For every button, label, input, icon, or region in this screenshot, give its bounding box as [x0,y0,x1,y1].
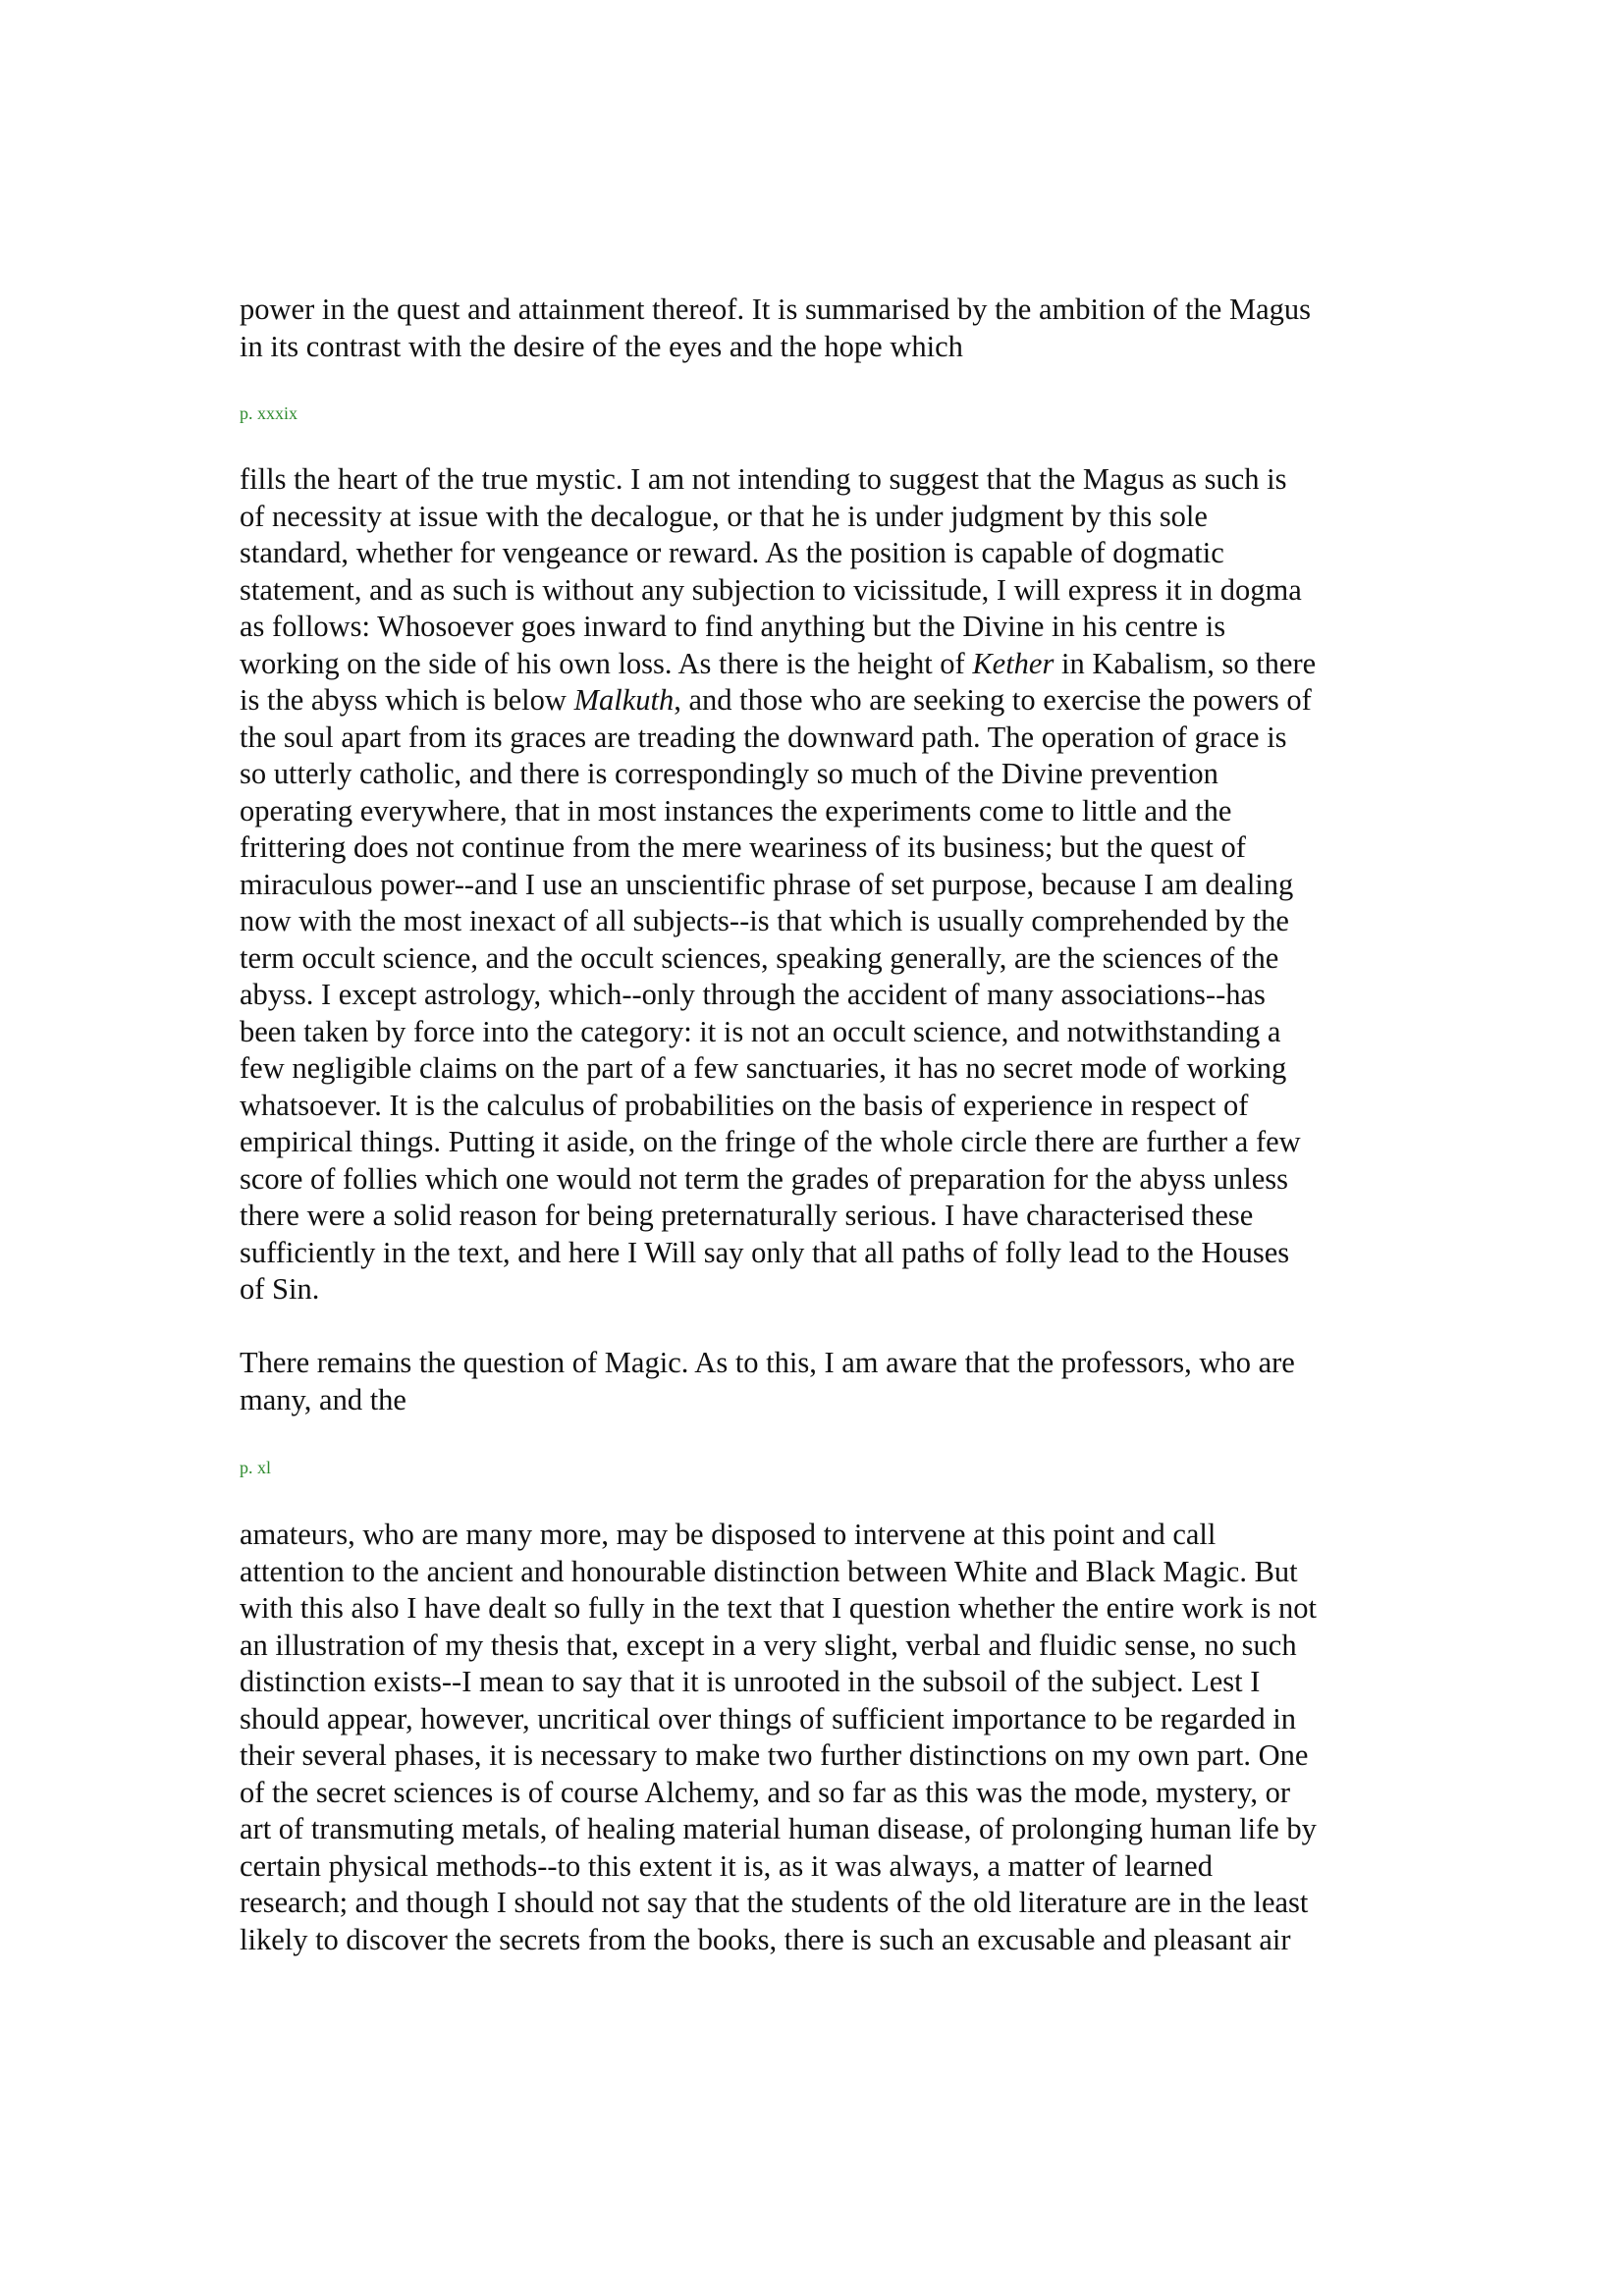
text-line: in its contrast with the desire of the eyes and the hope which [240,329,963,363]
page-marker-xxxix: p. xxxix [240,403,298,423]
paragraph-2 [240,461,1418,1308]
text-line: now with the most inexact of all subjects--is that which is usually comprehended by the [240,904,1289,937]
text-line: operating everywhere, that in most instances the experiments come to little and the [240,793,1232,828]
text-line [240,682,1418,720]
term-malkuth: Malkuth [573,683,675,717]
text-line: abyss. I except astrology, which--only through the accident of many associations--has [240,978,1266,1011]
page-marker-xl: p. xl [240,1458,272,1477]
text-line: empirical things. Putting it aside, on the fringe of the whole circle there are further a few [240,1125,1301,1158]
text-line: frittering does not continue from the mere weariness of its business; but the quest of [240,830,1246,864]
text-line: art of transmuting metals, of healing material human disease, of prolonging human life by [240,1812,1317,1845]
text-line: miraculous power--and I use an unscientific phrase of set purpose, because I am dealing [240,867,1294,901]
text-line: of necessity at issue with the decalogue, or that he is under judgment by this sole [240,499,1208,533]
text-line: many, and the [240,1382,406,1416]
term-kether: Kether [972,646,1055,680]
text-line: so utterly catholic, and there is correspondingly so much of the Divine prevention [240,757,1218,790]
text-line [240,646,1418,683]
paragraph-3 [240,1345,1418,1418]
text-line: the soul apart from its graces are treading the downward path. The operation of grace is [240,720,1287,754]
text-line: research; and though I should not say that the students of the old literature are in the least [240,1886,1309,1919]
text-line: amateurs, who are many more, may be disposed to intervene at this point and call [240,1518,1217,1551]
text-line: sufficiently in the text, and here I Will say only that all paths of folly lead to the Houses [240,1235,1290,1269]
text-line: whatsoever. It is the calculus of probabilities on the basis of experience in respect of [240,1088,1249,1122]
text-line: as follows: Whosoever goes inward to find anything but the Divine in his centre is [240,610,1226,643]
text-line: power in the quest and attainment thereof. It is summarised by the ambition of the Magus [240,293,1311,326]
text-line: likely to discover the secrets from the books, there is such an excusable and pleasant air [240,1922,1291,1956]
text-segment: is the abyss which is below [240,683,574,717]
text-line: been taken by force into the category: it is not an occult science, and notwithstanding a [240,1014,1281,1048]
text-line: fills the heart of the true mystic. I am not intending to suggest that the Magus as such is [240,462,1287,496]
text-line: score of follies which one would not term the grades of preparation for the abyss unless [240,1161,1289,1196]
text-line: statement, and as such is without any subjection to vicissitude, I will express it in dogma [240,572,1302,607]
text-line: should appear, however, uncritical over things of sufficient importance to be regarded in [240,1701,1296,1735]
text-line: certain physical methods--to this extent it is, as it was always, a matter of learned [240,1848,1213,1883]
text-segment: working on the side of his own loss. As there is the height of [240,646,973,680]
text-line: few negligible claims on the part of a few sanctuaries, it has no secret mode of working [240,1051,1287,1085]
text-line: an illustration of my thesis that, except in a very slight, verbal and fluidic sense, no such [240,1628,1297,1662]
text-line: with this also I have dealt so fully in the text that I question whether the entire work is not [240,1591,1317,1625]
text-line: there were a solid reason for being preternaturally serious. I have characterised these [240,1199,1254,1232]
paragraph-4 [240,1517,1418,1958]
paragraph-1 [240,292,1418,365]
text-line: of Sin. [240,1272,320,1306]
text-line: their several phases, it is necessary to make two further distinctions on my own part. One [240,1738,1309,1772]
text-segment: , and those who are seeking to exercise the powers of [674,683,1312,717]
text-line: distinction exists--I mean to say that it is unrooted in the subsoil of the subject. Lest I [240,1665,1261,1698]
text-line: term occult science, and the occult sciences, speaking generally, are the sciences of the [240,940,1279,975]
text-line: standard, whether for vengeance or reward. As the position is capable of dogmatic [240,536,1224,569]
text-line: of the secret sciences is of course Alchemy, and so far as this was the mode, mystery, or [240,1775,1291,1809]
text-line: There remains the question of Magic. As to this, I am aware that the professors, who are [240,1346,1295,1379]
text-line: attention to the ancient and honourable distinction between White and Black Magic. But [240,1554,1298,1588]
text-segment: in Kabalism, so there [1054,646,1317,680]
